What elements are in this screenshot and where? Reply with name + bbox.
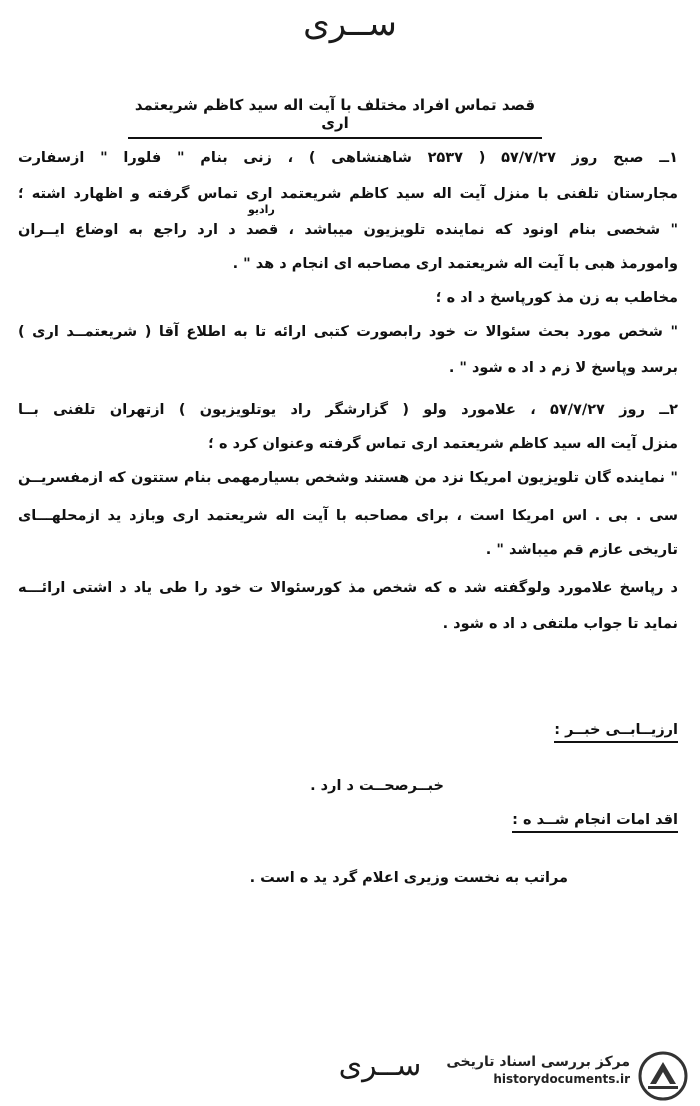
assessment-value: خبــرصحــت د ارد . xyxy=(310,778,444,794)
classification-footer: ســری xyxy=(338,1048,422,1083)
assessment-label xyxy=(554,722,678,738)
item1-line2: مجارستان تلفنی با منزل آیت اله سید کاظم شریعتمد اری تماس گرفته و اظهارد اشته ؛ xyxy=(18,186,678,202)
item2-line6: د رپاسخ علامورد ولوگفته شد ه که شخص مذ کورسئوالا ت خود را طی یاد د اشتی ارائـــه xyxy=(18,580,678,596)
item1-line5: مخاطب به زن مذ کورپاسخ د اد ه ؛ xyxy=(435,290,678,306)
classification-header: ســری xyxy=(303,4,397,44)
item1-line7: برسد وپاسخ لا زم د اد ه شود " . xyxy=(448,360,678,376)
watermark-name: مرکز بررسی اسناد تاریخی xyxy=(446,1054,630,1070)
item2-line2: منزل آیت اله سید کاظم شریعتمد اری تماس گرفته وعنوان کرد ه ؛ xyxy=(208,436,678,452)
watermark-url: historydocuments.ir xyxy=(493,1072,630,1086)
actions-label-text: اقد امات انجام شــد ه : xyxy=(512,812,678,833)
item1-interline-insert: رادیو xyxy=(248,203,275,216)
document-title: قصد تماس افراد مختلف با آیت اله سید کاظم شریعتمد اری xyxy=(128,96,542,139)
item1-line1: ۱ــ صبح روز ۵۷/۷/۲۷ ( ۲۵۳۷ شاهنشاهی ) ، زنی بنام " فلورا " ازسفارت xyxy=(18,150,678,166)
actions-label xyxy=(512,812,678,828)
item1-line6: " شخص مورد بحث سئوالا ت خود رابصورت کتبی ارائه تا به اطلاع آقا ( شریعتمــد اری ) xyxy=(18,324,678,340)
item2-line5: تاریخی عازم قم میباشد " . xyxy=(485,542,678,558)
assessment-label-text: ارزیــابــی خبــر : xyxy=(554,722,678,743)
item2-line3: " نماینده گان تلویزیون امریکا نزد من هستند وشخص بسیارمهمی بنام ستتون که ازمفسریــن xyxy=(18,470,678,486)
archive-logo-icon xyxy=(636,1050,690,1102)
watermark xyxy=(446,1054,630,1086)
item2-line4: سی . بی . اس امریکا است ، برای مصاحبه با آیت اله شریعتمد اری وبازد ید ازمحلهـــای xyxy=(18,508,678,524)
item1-line3: " شخصی بنام اونود که نماینده تلویزیون میباشد ، قصد د ارد راجع به اوضاع ایــران xyxy=(18,222,678,238)
actions-value: مراتب به نخست وزیری اعلام گرد ید ه است . xyxy=(249,870,568,886)
item2-line7: نماید تا جواب ملتفی د اد ه شود . xyxy=(442,616,678,632)
item2-line1: ۲ــ روز ۵۷/۷/۲۷ ، علامورد ولو ( گزارشگر راد یوتلویزیون ) ازتهران تلفنی بــا xyxy=(18,402,678,418)
item1-line4: وامورمذ هبی با آیت اله شریعتمد اری مصاحبه ای انجام د هد " . xyxy=(232,256,678,272)
